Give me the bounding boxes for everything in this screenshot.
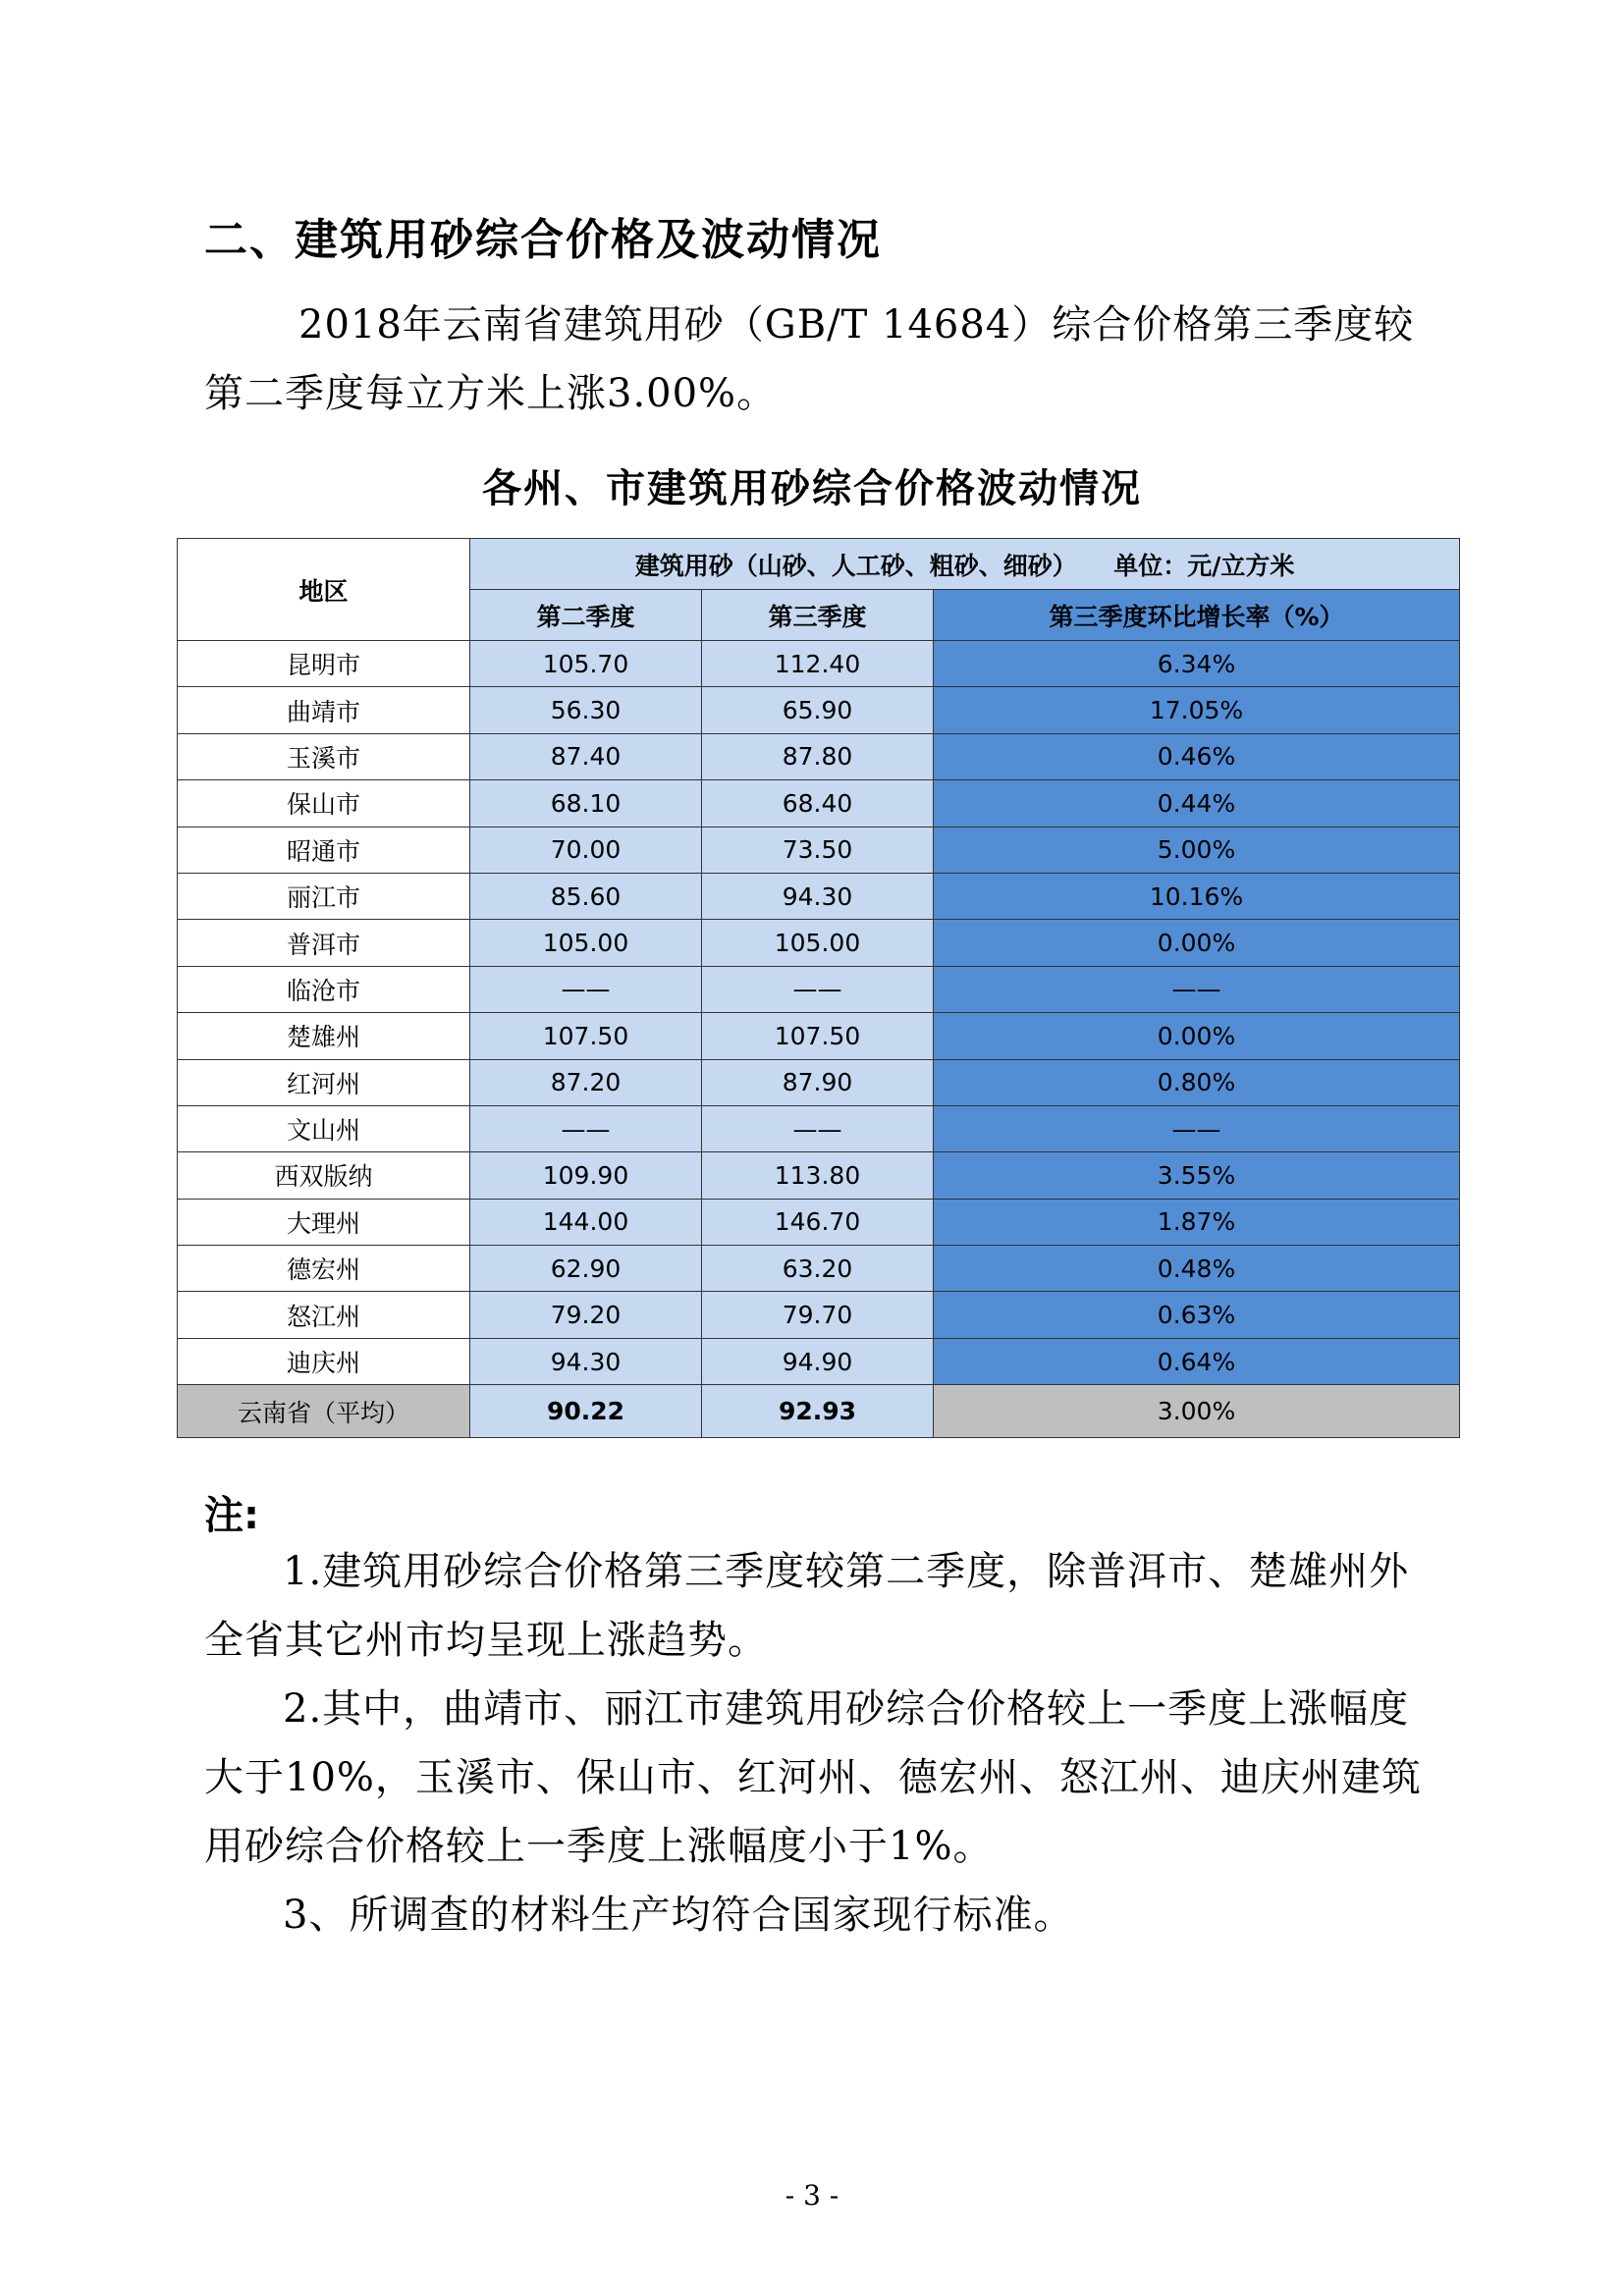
- q2-cell: 105.00: [470, 920, 702, 966]
- table-row: [178, 641, 1460, 687]
- table-row: [178, 733, 1460, 779]
- q2-cell: ——: [470, 966, 702, 1012]
- region-cell: 怒江州: [178, 1292, 470, 1338]
- group-header: 建筑用砂（山砂、人工砂、粗砂、细砂） 单位：元/立方米: [470, 539, 1460, 590]
- region-cell: 曲靖市: [178, 687, 470, 733]
- total-region-cell: 云南省（平均）: [178, 1385, 470, 1438]
- rate-cell: 3.55%: [934, 1152, 1460, 1199]
- table-caption: 各州、市建筑用砂综合价格波动情况: [482, 466, 1142, 511]
- q3-cell: 112.40: [702, 641, 934, 687]
- region-header: 地区: [178, 539, 470, 641]
- rate-cell: ——: [934, 966, 1460, 1012]
- region-cell: 德宏州: [178, 1246, 470, 1292]
- q2-cell: 87.20: [470, 1059, 702, 1105]
- region-cell: 昆明市: [178, 641, 470, 687]
- rate-cell: 0.48%: [934, 1246, 1460, 1292]
- rate-cell: 6.34%: [934, 641, 1460, 687]
- q3-cell: 94.30: [702, 873, 934, 919]
- q3-cell: 68.40: [702, 780, 934, 827]
- region-cell: 大理州: [178, 1199, 470, 1245]
- q2-cell: 94.30: [470, 1338, 702, 1384]
- rate-cell: 0.00%: [934, 920, 1460, 966]
- total-q2-cell: 90.22: [470, 1385, 702, 1438]
- table-row: [178, 780, 1460, 827]
- q2-cell: 79.20: [470, 1292, 702, 1338]
- q3-cell: 87.90: [702, 1059, 934, 1105]
- rate-cell: 1.87%: [934, 1199, 1460, 1245]
- region-cell: 楚雄州: [178, 1013, 470, 1059]
- region-cell: 迪庆州: [178, 1338, 470, 1384]
- note-item: 2.其中，曲靖市、丽江市建筑用砂综合价格较上一季度上涨幅度大于10%，玉溪市、保山市、红河州、德宏州、怒江州、迪庆州建筑用砂综合价格较上一季度上涨幅度小于1%。: [204, 1686, 1422, 1869]
- region-cell: 临沧市: [178, 966, 470, 1012]
- column-header-q2: 第二季度: [470, 590, 702, 641]
- rate-cell: 0.46%: [934, 733, 1460, 779]
- rate-cell: 0.44%: [934, 780, 1460, 827]
- table-row: [178, 1059, 1460, 1105]
- region-cell: 保山市: [178, 780, 470, 827]
- q2-cell: 87.40: [470, 733, 702, 779]
- q2-cell: 107.50: [470, 1013, 702, 1059]
- table-row: [178, 1292, 1460, 1338]
- region-cell: 西双版纳: [178, 1152, 470, 1199]
- column-header-rate: 第三季度环比增长率（%）: [934, 590, 1460, 641]
- rate-cell: 17.05%: [934, 687, 1460, 733]
- table-row: [178, 920, 1460, 966]
- table-row: [178, 1152, 1460, 1199]
- rate-cell: 0.64%: [934, 1338, 1460, 1384]
- q3-cell: 146.70: [702, 1199, 934, 1245]
- q2-cell: 68.10: [470, 780, 702, 827]
- q3-cell: 107.50: [702, 1013, 934, 1059]
- section-heading: 二、建筑用砂综合价格及波动情况: [204, 215, 882, 265]
- q2-cell: 109.90: [470, 1152, 702, 1199]
- rate-cell: 0.63%: [934, 1292, 1460, 1338]
- q3-cell: 105.00: [702, 920, 934, 966]
- region-cell: 文山州: [178, 1105, 470, 1151]
- q3-cell: 65.90: [702, 687, 934, 733]
- q3-cell: 63.20: [702, 1246, 934, 1292]
- q2-cell: 144.00: [470, 1199, 702, 1245]
- intro-paragraph: 2018年云南省建筑用砂（GB/T 14684）综合价格第三季度较第二季度每立方米上涨3.00%。: [204, 302, 1415, 416]
- q3-cell: 113.80: [702, 1152, 934, 1199]
- page-number: - 3 -: [785, 2179, 839, 2212]
- q2-cell: 85.60: [470, 873, 702, 919]
- price-table: [177, 538, 1460, 1438]
- q2-cell: 56.30: [470, 687, 702, 733]
- table-row: [178, 827, 1460, 873]
- notes-list: [204, 1537, 1422, 1949]
- region-cell: 普洱市: [178, 920, 470, 966]
- region-cell: 丽江市: [178, 873, 470, 919]
- region-cell: 玉溪市: [178, 733, 470, 779]
- column-header-q3: 第三季度: [702, 590, 934, 641]
- note-item: 3、所调查的材料生产均符合国家现行标准。: [283, 1893, 1074, 1938]
- q3-cell: ——: [702, 1105, 934, 1151]
- table-total-row: [178, 1385, 1460, 1438]
- rate-cell: 0.80%: [934, 1059, 1460, 1105]
- q2-cell: 70.00: [470, 827, 702, 873]
- q3-cell: 94.90: [702, 1338, 934, 1384]
- rate-cell: 5.00%: [934, 827, 1460, 873]
- q3-cell: 79.70: [702, 1292, 934, 1338]
- q3-cell: 87.80: [702, 733, 934, 779]
- table-row: [178, 687, 1460, 733]
- q2-cell: 105.70: [470, 641, 702, 687]
- q3-cell: 73.50: [702, 827, 934, 873]
- region-cell: 红河州: [178, 1059, 470, 1105]
- table-row: [178, 1013, 1460, 1059]
- rate-cell: ——: [934, 1105, 1460, 1151]
- note-item: 1.建筑用砂综合价格第三季度较第二季度，除普洱市、楚雄州外全省其它州市均呈现上涨趋势。: [204, 1549, 1410, 1663]
- rate-cell: 10.16%: [934, 873, 1460, 919]
- table-row: [178, 966, 1460, 1012]
- table-row: [178, 1199, 1460, 1245]
- notes-title: 注:: [204, 1493, 259, 1538]
- table-row: [178, 873, 1460, 919]
- table-row: [178, 1105, 1460, 1151]
- region-cell: 昭通市: [178, 827, 470, 873]
- total-q3-cell: 92.93: [702, 1385, 934, 1438]
- q3-cell: ——: [702, 966, 934, 1012]
- table-row: [178, 1338, 1460, 1384]
- table-row: [178, 1246, 1460, 1292]
- total-rate-cell: 3.00%: [934, 1385, 1460, 1438]
- table-body: [178, 641, 1460, 1438]
- q2-cell: ——: [470, 1105, 702, 1151]
- rate-cell: 0.00%: [934, 1013, 1460, 1059]
- q2-cell: 62.90: [470, 1246, 702, 1292]
